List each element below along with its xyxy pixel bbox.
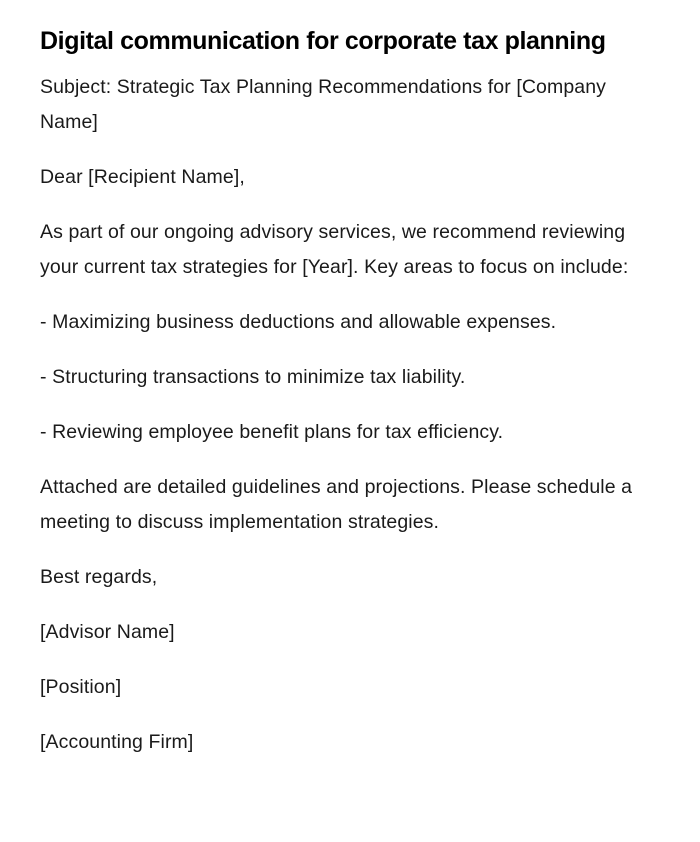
intro-paragraph: As part of our ongoing advisory services, we recommend reviewing your current tax strategies for [Year]. Key areas to focus on include: xyxy=(40,221,629,278)
sign-off: Best regards, xyxy=(40,566,158,588)
subject-line: Subject: Strategic Tax Planning Recommendations for [Company Name] xyxy=(40,76,607,133)
list-item: - Structuring transactions to minimize tax liability. xyxy=(40,366,466,388)
closing-paragraph: Attached are detailed guidelines and projections. Please schedule a meeting to discuss implementation strategies. xyxy=(40,476,633,533)
list-item: - Maximizing business deductions and allowable expenses. xyxy=(40,311,557,333)
accounting-firm: [Accounting Firm] xyxy=(40,731,194,753)
position: [Position] xyxy=(40,676,122,698)
list-item: - Reviewing employee benefit plans for tax efficiency. xyxy=(40,421,504,443)
salutation: Dear [Recipient Name], xyxy=(40,166,245,188)
document-title: Digital communication for corporate tax planning xyxy=(40,27,606,55)
advisor-name: [Advisor Name] xyxy=(40,621,175,643)
